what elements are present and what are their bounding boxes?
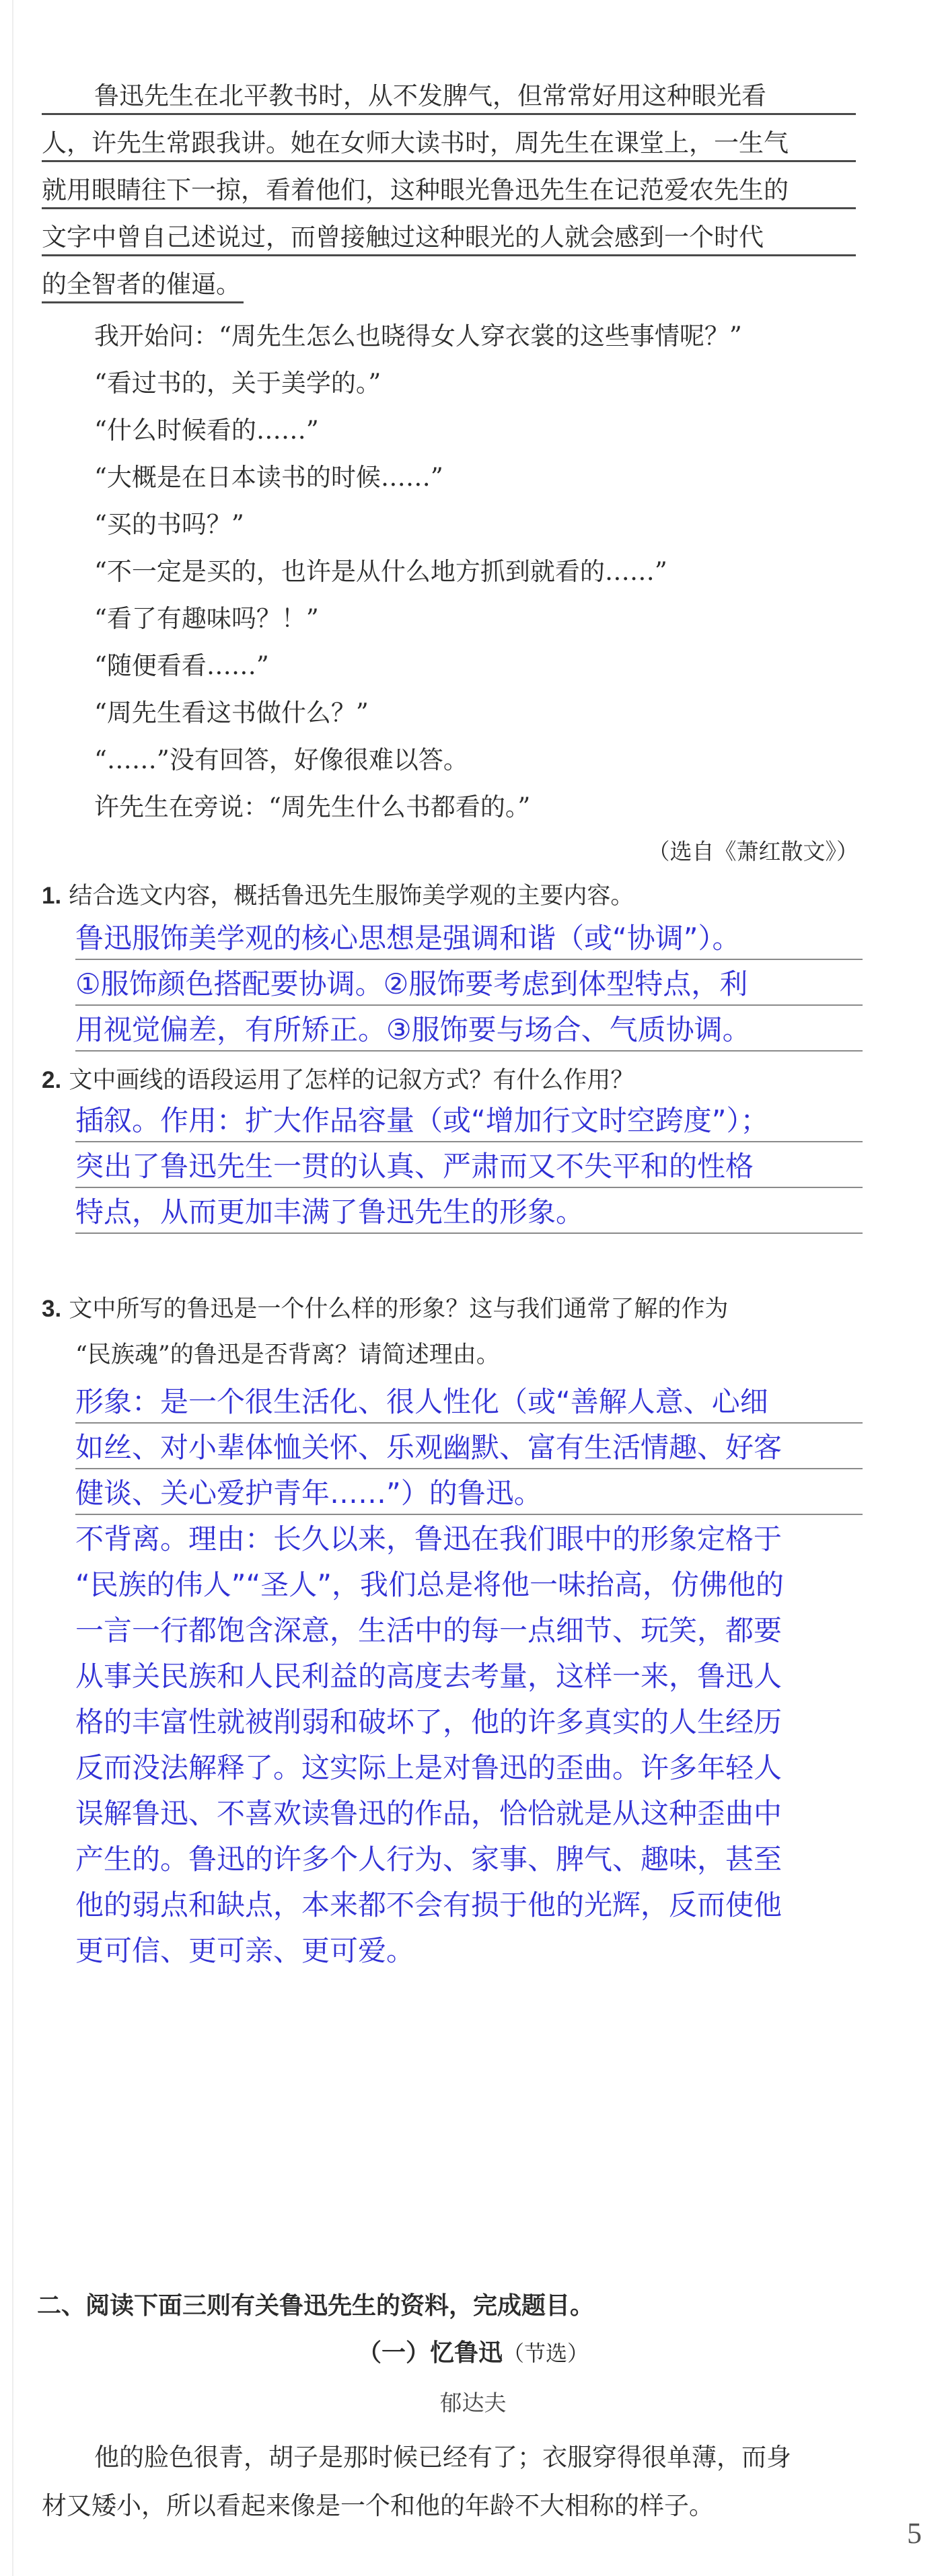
answer-line: 用视觉偏差，有所矫正。③服饰要与场合、气质协调。: [75, 1010, 863, 1052]
question-number: 2.: [42, 1067, 62, 1093]
margin-line: [12, 0, 13, 2576]
dialogue-line: “看过书的，关于美学的。”: [94, 369, 381, 398]
question-number: 3.: [42, 1296, 62, 1322]
answer-line: 格的丰富性就被削弱和破坏了，他的许多真实的人生经历: [75, 1705, 783, 1738]
answer-line: 误解鲁迅、不喜欢读鲁迅的作品，恰恰就是从这种歪曲中: [75, 1797, 783, 1830]
answer-line: 一言一行都饱含深意，生活中的每一点细节、玩笑，都要: [75, 1614, 783, 1647]
dialogue-line: “买的书吗？”: [94, 510, 244, 539]
dialogue-line: “不一定是买的，也许是从什么地方抓到就看的……”: [94, 557, 667, 586]
author: 郁达夫: [439, 2390, 507, 2416]
answer-line: 如丝、对小辈体恤关怀、乐观幽默、富有生活情趣、好客: [75, 1428, 863, 1469]
subtitle-note: （节选）: [503, 2341, 589, 2366]
answer-line: 他的弱点和缺点，本来都不会有损于他的光辉，反而使他: [75, 1888, 783, 1921]
question-1-prompt: [42, 880, 634, 912]
question-text: 结合选文内容，概括鲁迅先生服饰美学观的主要内容。: [69, 883, 634, 910]
dialogue-line: “大概是在日本读书的时候……”: [94, 463, 443, 492]
source-citation: （选自《萧红散文》）: [647, 838, 859, 864]
passage-line: 的全智者的催逼。: [42, 268, 244, 303]
answer-line: 产生的。鲁迅的许多个人行为、家事、脾气、趣味，甚至: [75, 1843, 783, 1876]
question-2-prompt: [42, 1064, 634, 1097]
answer-line: 形象：是一个很生活化、很人性化（或“善解人意、心细: [75, 1382, 863, 1424]
answer-line: 健谈、关心爱护青年……”）的鲁迅。: [75, 1473, 863, 1515]
dialogue-line: “……”没有回答，好像很难以答。: [94, 745, 468, 774]
question-text-continued: “民族魂”的鲁迅是否背离？请简述理由。: [75, 1341, 500, 1368]
question-text: 文中画线的语段运用了怎样的记叙方式？有什么作用？: [69, 1067, 634, 1094]
dialogue-line: “周先生看这书做什么？”: [94, 698, 369, 727]
dialogue-line: “什么时候看的……”: [94, 416, 319, 445]
dialogue-line: 许先生在旁说：“周先生什么书都看的。”: [94, 793, 531, 821]
subtitle: [0, 2336, 946, 2370]
answer-line: “民族的伟人”“圣人”，我们总是将他一味抬高，仿佛他的: [75, 1568, 785, 1601]
answer-line: ①服饰颜色搭配要协调。②服饰要考虑到体型特点，利: [75, 964, 863, 1006]
page-number: 5: [907, 2517, 922, 2550]
answer-line: 不背离。理由：长久以来，鲁迅在我们眼中的形象定格于: [75, 1522, 783, 1555]
answer-line: 特点，从而更加丰满了鲁迅先生的形象。: [75, 1192, 863, 1234]
section-heading: 二、阅读下面三则有关鲁迅先生的资料，完成题目。: [37, 2291, 595, 2320]
dialogue-line: “看了有趣味吗？！”: [94, 604, 319, 633]
question-text: 文中所写的鲁迅是一个什么样的形象？这与我们通常了解的作为: [69, 1296, 729, 1323]
question-number: 1.: [42, 883, 62, 909]
dialogue-line: 我开始问：“周先生怎么也晓得女人穿衣裳的这些事情呢？”: [94, 322, 742, 351]
passage-line: 文字中曾自己述说过，而曾接触过这种眼光的人就会感到一个时代: [42, 221, 856, 256]
passage-line: 鲁迅先生在北平教书时，从不发脾气，但常常好用这种眼光看: [42, 79, 856, 115]
answer-line: 鲁迅服饰美学观的核心思想是强调和谐（或“协调”）。: [75, 918, 863, 960]
body-line: 他的脸色很青，胡子是那时候已经有了；衣服穿得很单薄，而身: [94, 2443, 791, 2472]
subtitle-main: （一）忆鲁迅: [357, 2339, 503, 2367]
body-line: 材又矮小，所以看起来像是一个和他的年龄不大相称的样子。: [42, 2491, 714, 2520]
dialogue-line: “随便看看……”: [94, 651, 269, 680]
answer-line: 从事关民族和人民利益的高度去考量，这样一来，鲁迅人: [75, 1660, 783, 1693]
answer-line: 插叙。作用：扩大作品容量（或“增加行文时空跨度”）；: [75, 1101, 863, 1142]
question-3-prompt: [42, 1293, 728, 1325]
answer-line: 更可信、更可亲、更可爱。: [75, 1934, 415, 1967]
passage-line: 就用眼睛往下一掠，看着他们，这种眼光鲁迅先生在记范爱农先生的: [42, 174, 856, 209]
answer-line: 突出了鲁迅先生一贯的认真、严肃而又不失平和的性格: [75, 1146, 863, 1188]
answer-line: 反而没法解释了。这实际上是对鲁迅的歪曲。许多年轻人: [75, 1751, 783, 1784]
passage-line: 人，许先生常跟我讲。她在女师大读书时，周先生在课堂上，一生气: [42, 126, 856, 162]
